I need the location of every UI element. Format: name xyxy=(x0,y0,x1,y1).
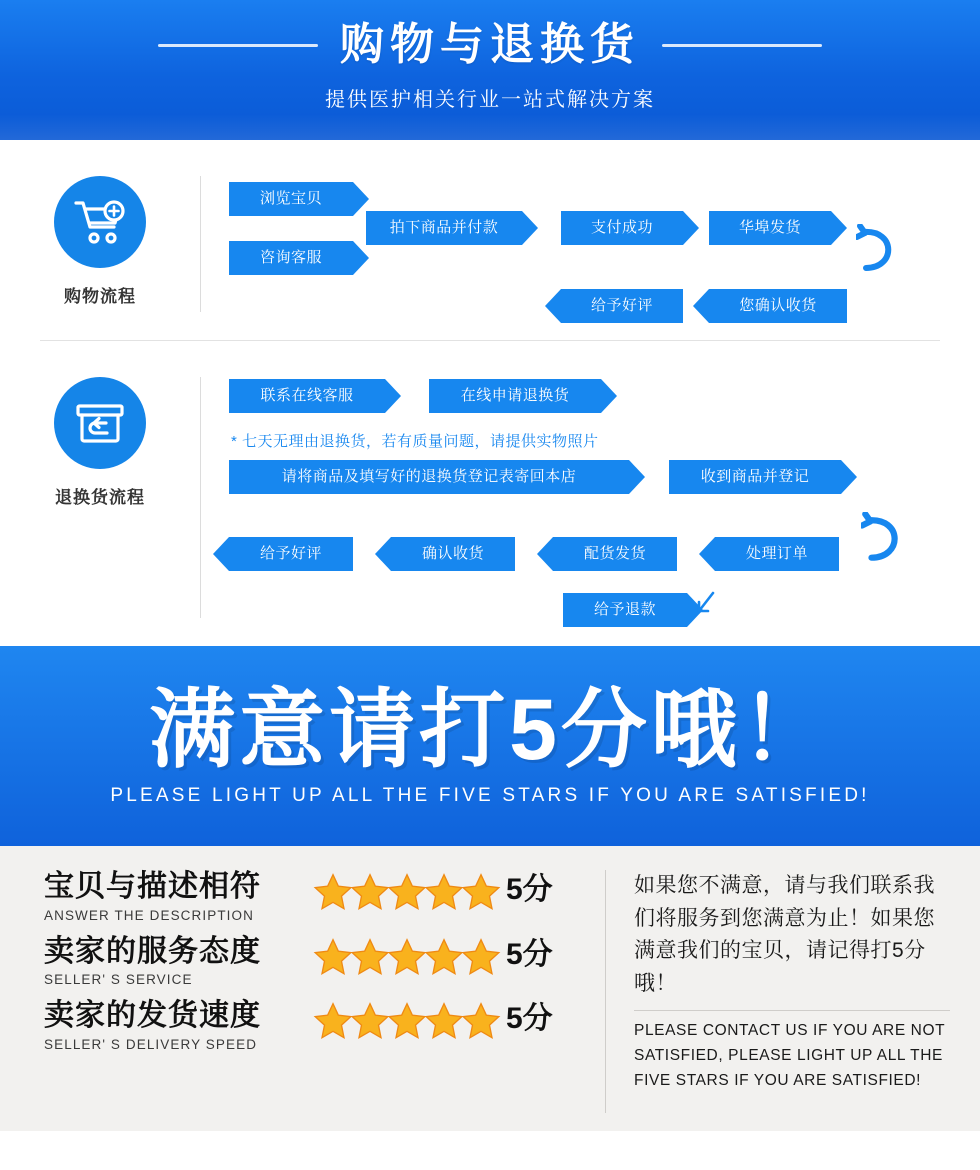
rating-row-labels xyxy=(44,999,309,1052)
return-flow-section xyxy=(0,341,980,646)
star-icon[interactable] xyxy=(313,937,353,977)
rating-note-en: PLEASE CONTACT US IF YOU ARE NOT SATISFIED, PLEASE LIGHT UP ALL THE FIVE STARS IF YOU ARE SATISFIED! xyxy=(634,1022,945,1089)
rating-label-cn: 宝贝与描述相符 xyxy=(44,870,261,903)
rating-section xyxy=(0,846,980,1131)
loop-arrow-icon xyxy=(861,512,909,566)
rating-row xyxy=(44,935,605,988)
rating-note xyxy=(605,870,950,1113)
shopping-flow-label: 购物流程 xyxy=(64,287,136,306)
rating-score: 5分 xyxy=(506,937,553,971)
star-icon[interactable] xyxy=(461,1001,501,1041)
star-icon[interactable] xyxy=(387,937,427,977)
rating-label-en: SELLER' S DELIVERY SPEED xyxy=(44,1036,258,1052)
star-icon[interactable] xyxy=(313,872,353,912)
banner-title: 满意请打5分哦！ xyxy=(149,681,831,778)
page-subtitle: 提供医护相关行业一站式解决方案 xyxy=(325,88,655,111)
step-tag[interactable]: 拍下商品并付款 xyxy=(366,211,522,245)
return-flow-badge xyxy=(0,367,200,508)
star-icon[interactable] xyxy=(387,872,427,912)
star-rating[interactable] xyxy=(313,937,498,977)
star-icon[interactable] xyxy=(424,937,464,977)
arrow-down-left-icon xyxy=(691,589,721,624)
page-title: 购物与退换货 xyxy=(340,20,640,70)
star-icon[interactable] xyxy=(350,872,390,912)
step-tag[interactable]: 请将商品及填写好的退换货登记表寄回本店 xyxy=(229,460,629,494)
step-tag[interactable]: 给予好评 xyxy=(229,537,353,571)
step-tag[interactable]: 支付成功 xyxy=(561,211,683,245)
rating-row xyxy=(44,870,605,923)
rating-row-labels xyxy=(44,870,309,923)
step-tag[interactable]: 配货发货 xyxy=(553,537,677,571)
flow-sections xyxy=(0,140,980,646)
rating-row xyxy=(44,999,605,1052)
star-icon[interactable] xyxy=(461,937,501,977)
title-rule-left xyxy=(158,44,318,47)
rating-score: 5分 xyxy=(506,873,553,906)
shopping-flow-badge xyxy=(0,166,200,307)
step-tag[interactable]: 给予退款 xyxy=(563,593,687,627)
loop-arrow-icon xyxy=(856,224,902,276)
rating-label-cn: 卖家的服务态度 xyxy=(44,934,261,968)
step-tag[interactable]: 在线申请退换货 xyxy=(429,379,601,413)
title-row xyxy=(158,20,822,71)
step-tag[interactable]: 您确认收货 xyxy=(709,289,847,323)
rating-label-cn: 卖家的发货速度 xyxy=(44,999,261,1032)
banner-subtitle: PLEASE LIGHT UP ALL THE FIVE STARS IF YOU ARE SATISFIED! xyxy=(110,785,870,807)
step-tag[interactable]: 确认收货 xyxy=(391,537,515,571)
page-header xyxy=(0,0,980,140)
star-icon[interactable] xyxy=(350,1001,390,1041)
step-tag[interactable]: 咨询客服 xyxy=(229,241,353,275)
step-tag[interactable]: 联系在线客服 xyxy=(229,379,385,413)
star-icon[interactable] xyxy=(424,872,464,912)
star-icon[interactable] xyxy=(350,937,390,977)
rating-row-labels xyxy=(44,935,309,988)
rating-note-divider xyxy=(634,1010,950,1011)
rating-label-en: ANSWER THE DESCRIPTION xyxy=(44,907,254,923)
satisfaction-banner xyxy=(0,646,980,846)
step-tag[interactable]: 处理订单 xyxy=(715,537,839,571)
rating-label-en: SELLER' S SERVICE xyxy=(44,972,193,987)
return-box-icon xyxy=(54,377,146,469)
rating-note-cn: 如果您不满意，请与我们联系我们将服务到您满意为止！如果您满意我们的宝贝，请记得打5分哦！ xyxy=(634,874,935,995)
star-icon[interactable] xyxy=(461,872,501,912)
return-flow-label: 退换货流程 xyxy=(55,488,145,507)
rating-score: 5分 xyxy=(506,1002,553,1035)
step-tag[interactable]: 给予好评 xyxy=(561,289,683,323)
header-inner xyxy=(0,0,980,140)
step-tag[interactable]: 浏览宝贝 xyxy=(229,182,353,216)
return-policy-note: * 七天无理由退换货，若有质量问题，请提供实物照片 xyxy=(231,433,599,450)
star-icon[interactable] xyxy=(313,1001,353,1041)
rating-rows xyxy=(30,870,605,1113)
star-rating[interactable] xyxy=(313,1001,498,1041)
star-rating[interactable] xyxy=(313,872,498,912)
step-tag[interactable]: 收到商品并登记 xyxy=(669,460,841,494)
shopping-flow-section xyxy=(0,140,980,340)
return-flow-steps xyxy=(201,367,980,628)
shopping-flow-steps xyxy=(201,166,980,322)
star-icon[interactable] xyxy=(424,1001,464,1041)
step-tag[interactable]: 华埠发货 xyxy=(709,211,831,245)
star-icon[interactable] xyxy=(387,1001,427,1041)
shopping-cart-icon xyxy=(54,176,146,268)
title-rule-right xyxy=(662,44,822,47)
